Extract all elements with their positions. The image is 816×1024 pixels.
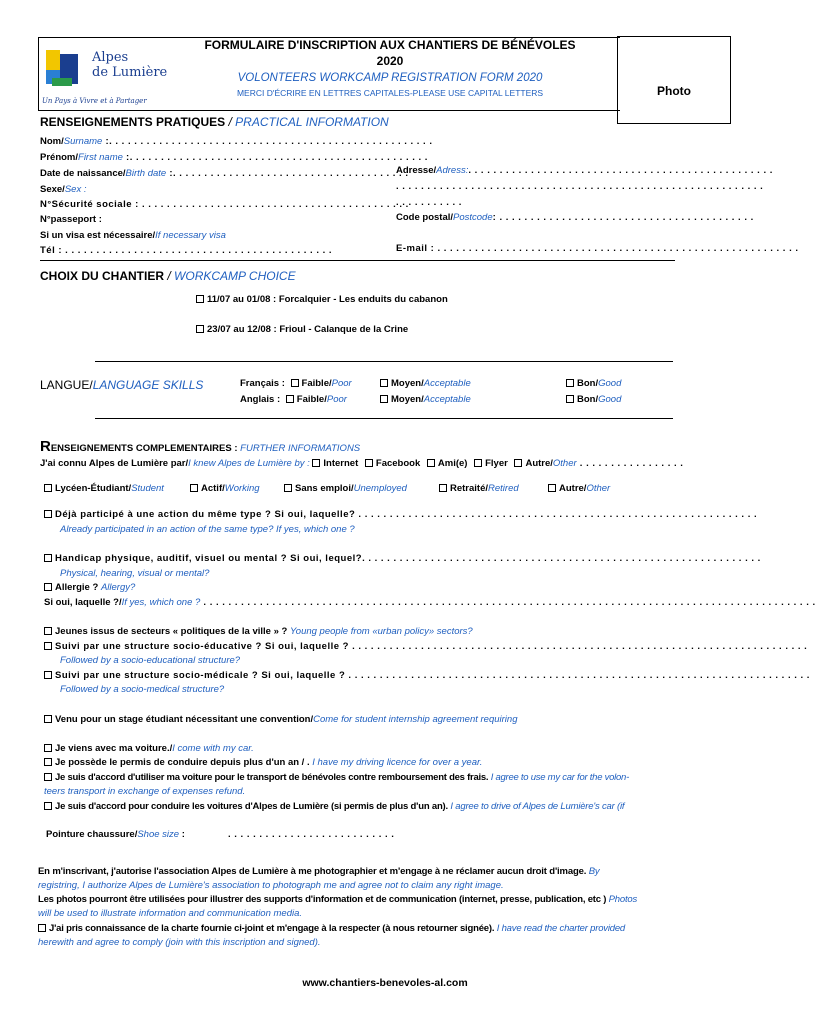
surname-label-en: Surname [63, 136, 103, 147]
shoe-size-field[interactable] [46, 829, 185, 840]
allergy[interactable] [44, 582, 135, 593]
workcamp-option-1[interactable] [196, 294, 448, 305]
postcode-dots: : . . . . . . . . . . . . . . . . . . . . . . . . . . . . . . . . . . . . . . . . . [492, 212, 754, 223]
status-retired[interactable] [439, 483, 519, 494]
practical-heading-fr: RENSEIGNEMENTS PRATIQUES [40, 115, 226, 129]
further-info-heading-en: FURTHER INFORMATIONS [240, 443, 361, 454]
checkbox-icon[interactable] [286, 395, 294, 403]
allergy-detail[interactable] [44, 597, 816, 608]
photo-consent-en-a: By [588, 866, 600, 877]
how-known-facebook: Facebook [375, 458, 421, 469]
further-info-initial: R [40, 438, 51, 455]
drive-association-car[interactable] [44, 801, 624, 812]
further-info-heading [40, 438, 360, 455]
passport-field[interactable]: N°passeport : [40, 214, 102, 225]
language-heading-fr: LANGUE/ [40, 378, 93, 392]
address-line-3[interactable]: . . . . . . . . . . . [396, 197, 462, 208]
language-row-french-mid [380, 378, 471, 389]
allergy-fr: Allergie ? [55, 582, 101, 593]
social-security-field[interactable]: N°Sécurité sociale : . . . . . . . . . . . . . . . . . . . . . . . . . . . . . . . . . . . . . . . . . . . [40, 199, 409, 210]
how-known-friend: Ami(e) [437, 458, 468, 469]
french-poor-fr: Faible/ [301, 378, 332, 389]
shoe-size-fr: Pointure chaussure/ [46, 829, 138, 840]
driving-licence-en: I have my driving licence for over a year. [312, 757, 483, 768]
driving-licence[interactable] [44, 757, 482, 768]
birth-date-label-en: Birth date [125, 168, 167, 179]
form-title: FORMULAIRE D'INSCRIPTION AUX CHANTIERS DE BÉNÉVOLES [204, 38, 576, 52]
first-name-label-fr: Prénom/ [40, 152, 79, 163]
visa-label-en: If necessary visa [155, 230, 226, 241]
allergy-en: Allergy? [100, 582, 136, 593]
logo [42, 40, 172, 110]
status-other-fr: Autre/ [559, 483, 587, 494]
checkbox-icon[interactable] [380, 379, 388, 387]
photo-consent-en-b: registring, I authorize Alpes de Lumière's association to photograph me and agree not to claim any right image. [38, 880, 504, 891]
practical-heading-en: PRACTICAL INFORMATION [235, 115, 389, 129]
socio-medical-fr: Suivi par une structure socio-médicale ? Si oui, laquelle ? . . . . . . . . . . . . . . . . . . . . . . . . . . . . . . . . . . . . . . . . . . . . . . . . . . . . . . . . . . . . . . . . . . . . . . . . . . [55, 670, 810, 681]
car-agreement-fr: Je suis d'accord d'utiliser ma voiture pour le transport de bénévoles contre remboursement des frais. [55, 772, 491, 783]
checkbox-icon[interactable] [196, 325, 204, 333]
shoe-size-dots[interactable]: . . . . . . . . . . . . . . . . . . . . . . . . . . . [228, 829, 395, 840]
language-row-english-good [566, 394, 621, 405]
drive-association-car-fr: Je suis d'accord pour conduire les voitures d'Alpes de Lumière (si permis de plus d'un an). [55, 801, 451, 812]
form-year: 2020 [376, 54, 404, 68]
language-heading-en: LANGUAGE SKILLS [92, 378, 204, 392]
status-unemployed[interactable] [284, 483, 407, 494]
section-divider [95, 418, 673, 419]
allergy-detail-en: If yes, which one ? [121, 597, 201, 608]
checkbox-icon[interactable] [44, 773, 52, 781]
checkbox-icon[interactable] [196, 295, 204, 303]
email-field[interactable]: E-mail : . . . . . . . . . . . . . . . . . . . . . . . . . . . . . . . . . . . . . . . . . . . . . . . . . . . . . . . . . . [396, 243, 799, 254]
workcamp-heading-fr: CHOIX DU CHANTIER [40, 269, 165, 283]
charter-en-b: herewith and agree to comply (join with this inscription and signed). [38, 937, 321, 948]
english-acceptable-en: Acceptable [423, 394, 471, 405]
surname-dots: :. . . . . . . . . . . . . . . . . . . . . . . . . . . . . . . . . . . . . . . . . . . . . . . . . . . . [102, 136, 433, 147]
previous-participation-fr: Déjà participé à une action du même type ? Si oui, laquelle? . . . . . . . . . . . . . . . . . . . . . . . . . . . . . . . . . . . . . . . . . . . . . . . . . . . . . . . . . . . . . . . . [55, 509, 758, 520]
how-known-dots[interactable]: . . . . . . . . . . . . . . . . . [576, 458, 684, 469]
practical-heading-sep: / [225, 115, 236, 129]
english-poor-fr: Faible/ [296, 394, 327, 405]
language-french-label: Français : [240, 378, 285, 389]
english-poor-en: Poor [326, 394, 347, 405]
capital-letters-instruction: MERCI D'ÉCRIRE EN LETTRES CAPITALES-PLEASE USE CAPITAL LETTERS [236, 88, 544, 98]
workcamp-heading [40, 269, 296, 283]
sex-label-en: Sex : [64, 184, 87, 195]
checkbox-icon[interactable] [439, 484, 447, 492]
urban-policy-en: Young people from «urban policy» sectors? [289, 626, 473, 637]
postcode-field[interactable] [396, 212, 754, 223]
workcamp-option-2[interactable] [196, 324, 408, 335]
checkbox-icon[interactable] [427, 459, 435, 467]
drive-association-car-en: I agree to drive of Alpes de Lumière's car (if [450, 801, 625, 812]
english-acceptable-fr: Moyen/ [391, 394, 424, 405]
first-name-label-en: First name [78, 152, 123, 163]
status-other[interactable] [548, 483, 610, 494]
french-good-en: Good [598, 378, 622, 389]
photo-consent-line1 [38, 866, 600, 877]
how-known-flyer: Flyer [485, 458, 508, 469]
checkbox-icon[interactable] [38, 924, 46, 932]
socio-educational-en: Followed by a socio-educational structure? [60, 655, 241, 666]
language-row-french-good [566, 378, 621, 389]
language-row-french [240, 378, 352, 389]
urban-policy[interactable] [44, 626, 473, 637]
form-subtitle: VOLONTEERS WORKCAMP REGISTRATION FORM 2020 [237, 72, 543, 84]
checkbox-icon[interactable] [312, 459, 320, 467]
how-known-row [40, 458, 683, 469]
first-name-field[interactable] [40, 152, 428, 163]
phone-field[interactable]: Tél : . . . . . . . . . . . . . . . . . . . . . . . . . . . . . . . . . . . . . . . . . . . [40, 245, 333, 256]
photo-box[interactable] [617, 36, 731, 124]
checkbox-icon[interactable] [514, 459, 522, 467]
checkbox-icon[interactable] [44, 583, 52, 591]
visa-label-fr: Si un visa est nécessaire/ [40, 230, 156, 241]
shoe-size-colon: : [179, 829, 185, 840]
status-student-en: Student [131, 483, 164, 494]
car-agreement-en-1: I agree to use my car for the volon- [490, 772, 630, 783]
status-working-fr: Actif/ [201, 483, 225, 494]
disability[interactable] [44, 553, 761, 564]
own-car-fr: Je viens avec ma voiture./ [55, 743, 173, 754]
status-unemployed-fr: Sans emploi/ [295, 483, 354, 494]
language-english-label: Anglais : [240, 394, 281, 405]
socio-educational[interactable] [44, 641, 808, 652]
photo-usage-fr: Les photos pourront être utilisées pour illustrer des supports d'information et de communication (internet, presse, publication, etc ) [38, 894, 609, 905]
photo-usage-en-a: Photos [608, 894, 638, 905]
checkbox-icon[interactable] [566, 379, 574, 387]
status-unemployed-en: Unemployed [353, 483, 407, 494]
surname-label-fr: Nom/ [40, 136, 64, 147]
internship-fr: Venu pour un stage étudiant nécessitant une convention/ [55, 714, 314, 725]
further-info-heading-fr: ENSEIGNEMENTS COMPLEMENTAIRES : [50, 443, 241, 454]
logo-tagline: Un Pays à Vivre et à Partager [42, 97, 147, 105]
logo-line1: Alpes [92, 50, 129, 65]
postcode-label-fr: Code postal/ [396, 212, 454, 223]
checkbox-icon[interactable] [566, 395, 574, 403]
address-label-fr: Adresse/ [396, 165, 437, 176]
how-known-fr: J'ai connu Alpes de Lumière par/ [40, 458, 189, 469]
photo-consent-fr: En m'inscrivant, j'autorise l'association Alpes de Lumière à me photographier et m'engage à ne réclamer aucun droit d'image. [38, 866, 589, 877]
status-retired-fr: Retraité/ [450, 483, 489, 494]
first-name-dots: :. . . . . . . . . . . . . . . . . . . . . . . . . . . . . . . . . . . . . . . . . . . . . . . . [122, 152, 428, 163]
french-poor-en: Poor [331, 378, 352, 389]
charter-en-a: I have read the charter provided [496, 923, 625, 934]
socio-medical-en: Followed by a socio-medical structure? [60, 684, 225, 695]
checkbox-icon[interactable] [44, 744, 52, 752]
how-known-other-fr: Autre/ [525, 458, 553, 469]
own-car[interactable] [44, 743, 254, 754]
internship[interactable] [44, 714, 518, 725]
status-student-fr: Lycéen-Étudiant/ [55, 483, 132, 494]
disability-fr: Handicap physique, auditif, visuel ou mental ? Si oui, lequel?. . . . . . . . . . . . . . . . . . . . . . . . . . . . . . . . . . . . . . . . . . . . . . . . . . . . . . . . . . . . . . . . [55, 553, 761, 564]
checkbox-icon[interactable] [380, 395, 388, 403]
sex-label-fr: Sexe/ [40, 184, 65, 195]
section-divider [40, 260, 675, 261]
allergy-detail-dots: . . . . . . . . . . . . . . . . . . . . . . . . . . . . . . . . . . . . . . . . . . . . . . . . . . . . . . . . . . . . . . . . . . . . . . . . . . . . . . . . . . . . . . . . . . . . . . . . . . [200, 597, 816, 608]
address-dots: . . . . . . . . . . . . . . . . . . . . . . . . . . . . . . . . . . . . . . . . . . . . . . . . . [468, 165, 773, 176]
footer-website[interactable]: www.chantiers-benevoles-al.com [302, 977, 468, 989]
charter-line1[interactable] [38, 923, 625, 934]
how-known-en: I knew Alpes de Lumière by : [188, 458, 313, 469]
status-working-en: Working [224, 483, 260, 494]
internship-en: Come for student internship agreement requiring [313, 714, 518, 725]
language-row-english-mid [380, 394, 471, 405]
checkbox-icon[interactable] [44, 715, 52, 723]
workcamp-heading-en: WORKCAMP CHOICE [174, 269, 296, 283]
logo-mark-icon [42, 48, 84, 92]
driving-licence-fr: Je possède le permis de conduire depuis plus d'un an / . [55, 757, 313, 768]
address-line-2[interactable]: . . . . . . . . . . . . . . . . . . . . . . . . . . . . . . . . . . . . . . . . . . . . . . . . . . . . . . . . . . . [396, 181, 764, 192]
address-label-en: Adress: [436, 165, 469, 176]
checkbox-icon[interactable] [44, 510, 52, 518]
how-known-internet: Internet [323, 458, 359, 469]
language-row-english [240, 394, 347, 405]
car-agreement-en-2: teers transport in exchange of expenses refund. [44, 786, 246, 797]
workcamp-heading-sep: / [164, 269, 175, 283]
checkbox-icon[interactable] [284, 484, 292, 492]
workcamp-option-2-label: 23/07 au 12/08 : Frioul - Calanque de la Crine [207, 324, 409, 335]
logo-line2: de Lumière [92, 65, 168, 80]
surname-field[interactable] [40, 136, 432, 147]
language-heading [40, 378, 203, 392]
previous-participation-en: Already participated in an action of the same type? If yes, which one ? [60, 524, 355, 535]
checkbox-icon[interactable] [291, 379, 299, 387]
how-known-other-en: Other [552, 458, 577, 469]
birth-date-label-fr: Date de naissance/ [40, 168, 126, 179]
allergy-detail-fr: Si oui, laquelle ?/ [44, 597, 122, 608]
checkbox-icon[interactable] [44, 758, 52, 766]
address-field[interactable] [396, 165, 773, 176]
socio-educational-fr: Suivi par une structure socio-éducative ? Si oui, laquelle ? . . . . . . . . . . . . . . . . . . . . . . . . . . . . . . . . . . . . . . . . . . . . . . . . . . . . . . . . . . . . . . . . . . . . . . . . . [55, 641, 808, 652]
socio-medical[interactable] [44, 670, 810, 681]
status-other-en: Other [586, 483, 611, 494]
postcode-label-en: Postcode [453, 212, 493, 223]
english-good-fr: Bon/ [577, 394, 599, 405]
photo-usage-en-b: will be used to illustrate information and communication media. [38, 908, 303, 919]
workcamp-option-1-label: 11/07 au 01/08 : Forcalquier - Les enduits du cabanon [207, 294, 448, 305]
checkbox-icon[interactable] [44, 642, 52, 650]
checkbox-icon[interactable] [190, 484, 198, 492]
status-retired-en: Retired [488, 483, 519, 494]
checkbox-icon[interactable] [365, 459, 373, 467]
english-good-en: Good [598, 394, 622, 405]
own-car-en: I come with my car. [172, 743, 254, 754]
section-divider [95, 361, 673, 362]
photo-usage-line1 [38, 894, 637, 905]
french-acceptable-en: Acceptable [423, 378, 471, 389]
checkbox-icon[interactable] [44, 627, 52, 635]
disability-en: Physical, hearing, visual or mental? [60, 568, 210, 579]
checkbox-icon[interactable] [44, 671, 52, 679]
checkbox-icon[interactable] [44, 554, 52, 562]
charter-fr: J'ai pris connaissance de la charte fournie ci-joint et m'engage à la respecter (à nous retourner signée). [49, 923, 497, 934]
checkbox-icon[interactable] [44, 484, 52, 492]
birth-date-dots: :. . . . . . . . . . . . . . . . . . . . . . . . . . . . . . . . . . . . . . [166, 168, 409, 179]
status-working[interactable] [190, 483, 260, 494]
shoe-size-en: Shoe size [137, 829, 180, 840]
checkbox-icon[interactable] [474, 459, 482, 467]
visa-field[interactable] [40, 230, 226, 241]
french-good-fr: Bon/ [577, 378, 599, 389]
sex-field[interactable] [40, 184, 86, 195]
checkbox-icon[interactable] [44, 802, 52, 810]
status-student[interactable] [44, 483, 164, 494]
previous-participation[interactable] [44, 509, 758, 520]
car-agreement[interactable] [44, 772, 629, 783]
urban-policy-fr: Jeunes issus de secteurs « politiques de la ville » ? [55, 626, 290, 637]
birth-date-field[interactable] [40, 168, 408, 179]
photo-label: Photo [657, 84, 691, 98]
checkbox-icon[interactable] [548, 484, 556, 492]
practical-heading [40, 115, 389, 129]
french-acceptable-fr: Moyen/ [391, 378, 424, 389]
